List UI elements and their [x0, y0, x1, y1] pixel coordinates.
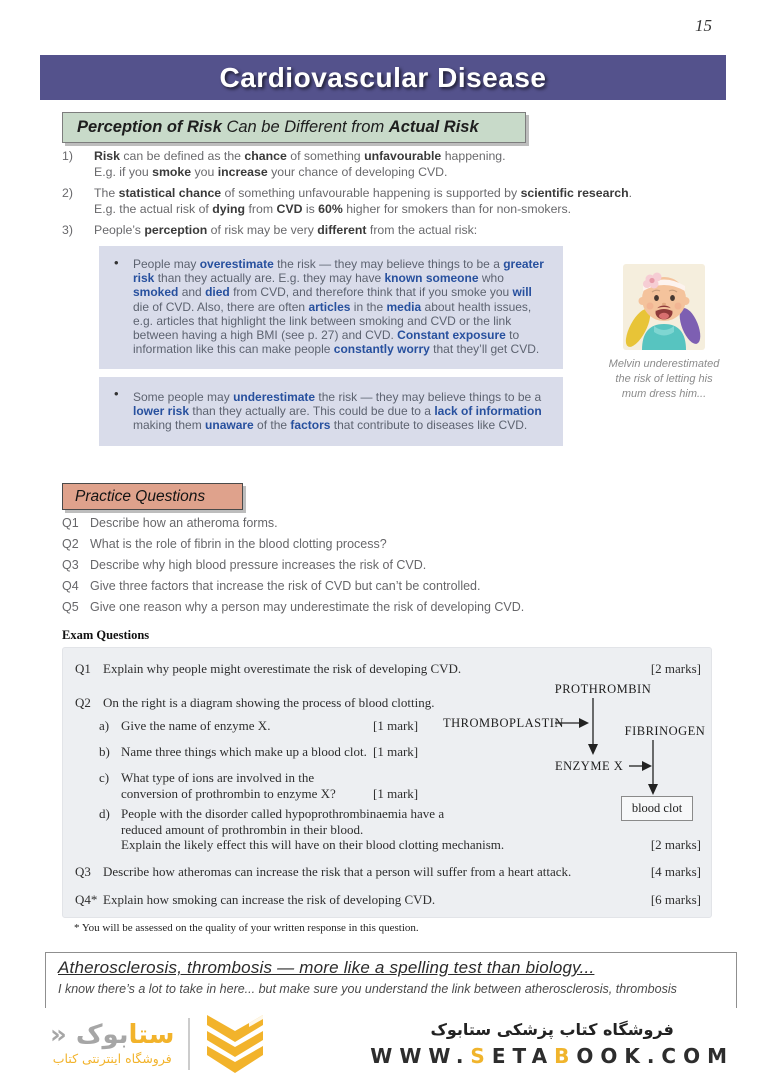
baby-caption: Melvin underestimated the risk of letting his mum dress him... — [608, 358, 720, 400]
underestimate-note-box — [99, 377, 563, 446]
point-2 — [62, 186, 647, 217]
subquestion-label: b) — [99, 744, 110, 759]
point-number: 1) — [62, 149, 73, 163]
summary-text: I know there’s a lot to take in here... but make sure you understand the link between atherosclerosis, thrombosis — [58, 982, 677, 996]
summary-note-box — [45, 952, 737, 1010]
question-text: Give three factors that increase the risk of CVD but can’t be controlled. — [90, 579, 481, 593]
diagram-node-thromboplastin: THROMBOPLASTIN — [443, 716, 564, 730]
bullet-dot: • — [114, 255, 119, 270]
practice-question — [62, 580, 682, 594]
subquestion-label: d) — [99, 806, 110, 821]
question-label: Q3 — [75, 864, 91, 879]
subquestion-text-line1: What type of ions are involved in the — [121, 770, 315, 785]
marks-badge: [1 mark] — [373, 718, 419, 733]
point-3 — [62, 223, 647, 239]
setabook-logo — [50, 1015, 267, 1073]
question-label: Q1 — [75, 661, 91, 676]
chevrons-icon — [203, 1015, 267, 1073]
question-text: Describe why high blood pressure increases the risk of CVD. — [90, 558, 427, 572]
question-label: Q5 — [62, 600, 79, 614]
exam-questions-box — [62, 647, 712, 918]
diagram-node-fibrinogen: FIBRINOGEN — [624, 724, 706, 738]
question-text: Describe how atheromas can increase the risk that a person will suffer from a heart attack. — [103, 864, 572, 879]
subquestion-text-line1: People with the disorder called hypoprothrombinaemia have a — [121, 806, 445, 821]
subquestion-text: Give the name of enzyme X. — [121, 718, 271, 733]
point-number: 2) — [62, 186, 73, 200]
question-label: Q2 — [62, 537, 79, 551]
logo-subtitle: فروشگاه اینترنتی کتاب — [52, 1051, 172, 1067]
exam-question-1 — [75, 661, 701, 677]
diagram-node-enzyme-x: ENZYME X — [555, 759, 624, 773]
store-title-farsi: فروشگاه کتاب پزشکی ستابوک — [430, 1020, 674, 1039]
marks-badge: [2 marks] — [650, 837, 701, 852]
overestimate-note-box — [99, 246, 563, 369]
marks-badge: [2 marks] — [650, 661, 701, 676]
exam-questions-heading: Exam Questions — [62, 628, 150, 642]
marks-badge: [1 mark] — [373, 785, 419, 801]
question-text: Give one reason why a person may underestimate the risk of developing CVD. — [90, 600, 525, 614]
diagram-node-prothrombin: PROTHROMBIN — [554, 682, 652, 696]
question-text: Explain why people might overestimate the risk of developing CVD. — [103, 661, 462, 676]
question-label: Q4* — [75, 892, 98, 907]
point-text: The statistical chance of something unfavourable happening is supported by scientific research. E.g. the actual risk of dying from CVD is 60% higher for smokers than for non-smokers. — [94, 186, 633, 216]
bullet-dot: • — [114, 386, 119, 401]
numbered-points — [62, 149, 647, 245]
practice-question — [62, 601, 682, 615]
diagram-node-blood-clot: blood clot — [621, 796, 693, 821]
question-text: On the right is a diagram showing the process of blood clotting. — [103, 695, 435, 710]
baby-photo — [623, 264, 705, 350]
section-heading: Perception of Risk Can be Different from Actual Risk — [62, 112, 526, 143]
logo-wordmark — [50, 1019, 175, 1067]
logo-divider — [188, 1018, 190, 1070]
question-text: Describe how an atheroma forms. — [90, 516, 278, 530]
marks-badge: [6 marks] — [650, 892, 701, 907]
subquestion-text-line3: Explain the likely effect this will have on their blood clotting mechanism. — [121, 837, 505, 852]
chapter-title-banner — [40, 55, 726, 100]
subquestion-label: c) — [99, 770, 110, 785]
assessment-footnote: * You will be assessed on the quality of your written response in this question. — [74, 922, 419, 934]
practice-questions-list — [62, 517, 682, 622]
subquestion-label: a) — [99, 718, 110, 733]
baby-figure — [590, 264, 738, 402]
practice-question — [62, 559, 682, 573]
question-label: Q3 — [62, 558, 79, 572]
question-label: Q2 — [75, 695, 91, 710]
blood-clotting-diagram — [443, 678, 705, 830]
practice-question — [62, 538, 682, 552]
exam-question-3 — [75, 864, 701, 880]
point-1 — [62, 149, 647, 180]
subquestion-text-line2: reduced amount of prothrombin in their blood. — [121, 821, 364, 837]
point-number: 3) — [62, 223, 73, 237]
logo-wordmark-text: ستابوک « — [50, 1019, 175, 1050]
point-text: People’s perception of risk may be very different from the actual risk: — [94, 223, 478, 237]
chapter-title: Cardiovascular Disease — [219, 62, 547, 93]
summary-heading: Atherosclerosis, thrombosis — more like a spelling test than biology... — [58, 958, 595, 977]
question-label: Q4 — [62, 579, 79, 593]
subquestion-text-line2: conversion of prothrombin to enzyme X? — [121, 785, 336, 801]
question-text: What is the role of fibrin in the blood clotting process? — [90, 537, 387, 551]
footer-store-info — [370, 1020, 734, 1068]
question-label: Q1 — [62, 516, 79, 530]
store-url: WWW.SETABOOK.COM — [370, 1044, 734, 1068]
watermark-footer — [0, 1008, 764, 1080]
marks-badge: [1 mark] — [373, 744, 419, 759]
underestimate-note-text: Some people may underestimate the risk — they may believe things to be a lower risk than they actually are. This could be due to a lack of information making them unaware of the factors that contribute to diseases like CVD. — [133, 390, 542, 433]
question-text: Explain how smoking can increase the risk of developing CVD. — [103, 892, 436, 907]
subquestion-text: Name three things which make up a blood clot. — [121, 744, 367, 759]
marks-badge: [4 marks] — [650, 864, 701, 879]
practice-questions-heading: Practice Questions — [62, 483, 243, 510]
point-text: Risk can be defined as the chance of something unfavourable happening. E.g. if you smoke you increase your chance of developing CVD. — [94, 149, 506, 179]
practice-question — [62, 517, 682, 531]
page-number: 15 — [695, 16, 712, 35]
overestimate-note-text: People may overestimate the risk — they may believe things to be a greater risk than they actually are. E.g. they may have known someone who smoked and died from CVD, and therefore think that if you smoke you will die of CVD. Also, there are often articles in the media about health issues, e.g. articles that highlight the link between smoking and CVD or the link between having a high BMI (see p. 27) and CVD. Constant exposure to information like this can make people constantly worry that they’ll get CVD. — [133, 257, 544, 357]
exam-question-4 — [75, 892, 701, 908]
